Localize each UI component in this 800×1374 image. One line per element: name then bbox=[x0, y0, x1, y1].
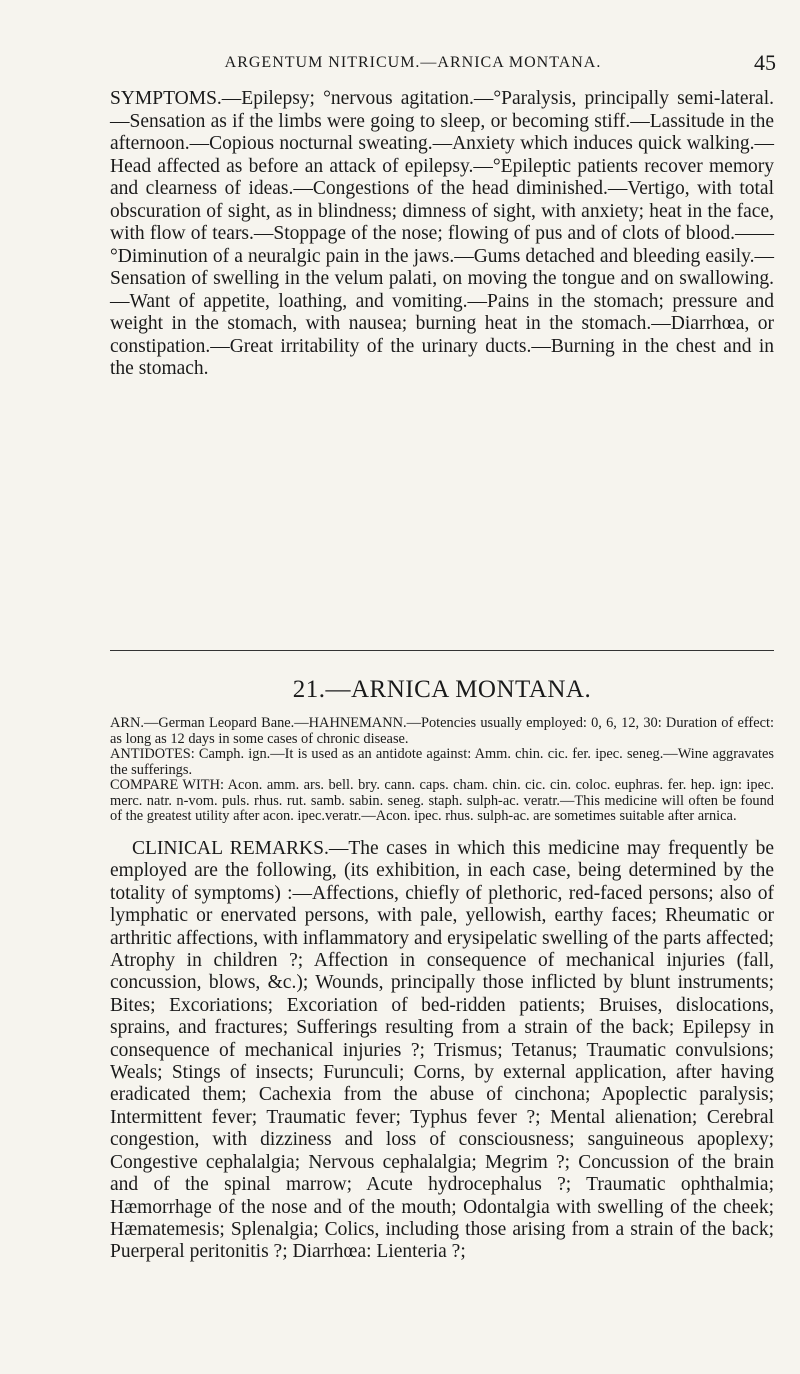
compare-note: COMPARE WITH: Acon. amm. ars. bell. bry. cann. caps. cham. chin. cic. cin. coloc. euphras. fer. hep. ign: ipec. merc. natr. n-vom. puls. rhus. rut. samb. sabin. seneg. staph. sulph-ac. veratr.—This medicine will often be found of the greatest utility after acon. ipec.veratr.—Acon. ipec. rhus. sulph-ac. are sometimes suitable after arnica. bbox=[110, 777, 774, 824]
remedy-names-note: ARN.—German Leopard Bane.—HAHNEMANN.—Potencies usually employed: 0, 6, 12, 30: Duration of effect: as long as 12 days in some cases of chronic disease. bbox=[110, 715, 774, 747]
section-divider bbox=[110, 650, 774, 651]
symptoms-paragraph: SYMPTOMS.—Epilepsy; °nervous agitation.—°Paralysis, principally semi-lateral.—Sensation as if the limbs were going to sleep, or becoming stiff.—Lassitude in the afternoon.—Copious nocturnal sweating.—Anxiety which induces quick walking.—Head affected as before an attack of epilepsy.—°Epileptic patients recover memory and clearness of ideas.—Congestions of the head diminished.—Vertigo, with total obscuration of sight, as in blindness; dimness of sight, with anxiety; heat in the face, with flow of tears.—Stoppage of the nose; flowing of pus and of clots of blood.——°Diminution of a neuralgic pain in the jaws.—Gums detached and bleeding easily.—Sensation of swelling in the velum palati, on moving the tongue and on swallowing.—Want of appetite, loathing, and vomiting.—Pains in the stomach; pressure and weight in the stomach, with nausea; burning heat in the stomach.—Diarrhœa, or constipation.—Great irritability of the urinary ducts.—Burning in the chest and in the stomach. bbox=[110, 88, 774, 379]
symptoms-paragraph-block bbox=[110, 88, 774, 381]
clinical-remarks-paragraph: CLINICAL REMARKS.—The cases in which this medicine may frequently be employed are the following, (its exhibition, in each case, being determined by the totality of symptoms) :—Affections, chiefly of plethoric, red-faced persons; also of lymphatic or enervated persons, with pale, yellowish, earthy faces; Rheumatic or arthritic affections, with inflammatory and erysipelatic swelling of the parts affected; Atrophy in children ?; Affection in consequence of mechanical injuries (fall, concussion, blows, &c.); Wounds, principally those inflicted by blunt instruments; Bites; Excoriations; Excoriation of bed-ridden patients; Bruises, dislocations, sprains, and fractures; Sufferings resulting from a strain of the back; Epilepsy in consequence of mechanical injuries ?; Trismus; Tetanus; Traumatic convulsions; Weals; Stings of insects; Furunculi; Corns, by external application, after having eradicated them; Cachexia from the abuse of cinchona; Apoplectic paralysis; Intermittent fever; Traumatic fever; Typhus fever ?; Mental alienation; Cerebral congestion, with dizziness and loss of consciousness; sanguineous apoplexy; Congestive cephalalgia; Nervous cephalalgia; Megrim ?; Concussion of the brain and of the spinal marrow; Acute hydrocephalus ?; Traumatic ophthalmia; Hæmorrhage of the nose and of the mouth; Odontalgia with swelling of the cheek; Hæmatemesis; Splenalgia; Colics, including those arising from a strain of the back; Puerperal peritonitis ?; Diarrhœa: Lienteria ?; bbox=[110, 838, 774, 1263]
page-number: 45 bbox=[754, 50, 776, 75]
clinical-remarks-block bbox=[110, 838, 774, 1264]
section-title: 21.—ARNICA MONTANA. bbox=[292, 676, 592, 703]
running-head bbox=[110, 50, 776, 76]
remedy-notes bbox=[110, 716, 774, 825]
antidotes-note: ANTIDOTES: Camph. ign.—It is used as an antidote against: Amm. chin. cic. fer. ipec. seneg.—Wine aggravates the sufferings. bbox=[110, 746, 774, 778]
running-title: ARGENTUM NITRICUM.—ARNICA MONTANA. bbox=[224, 54, 602, 71]
